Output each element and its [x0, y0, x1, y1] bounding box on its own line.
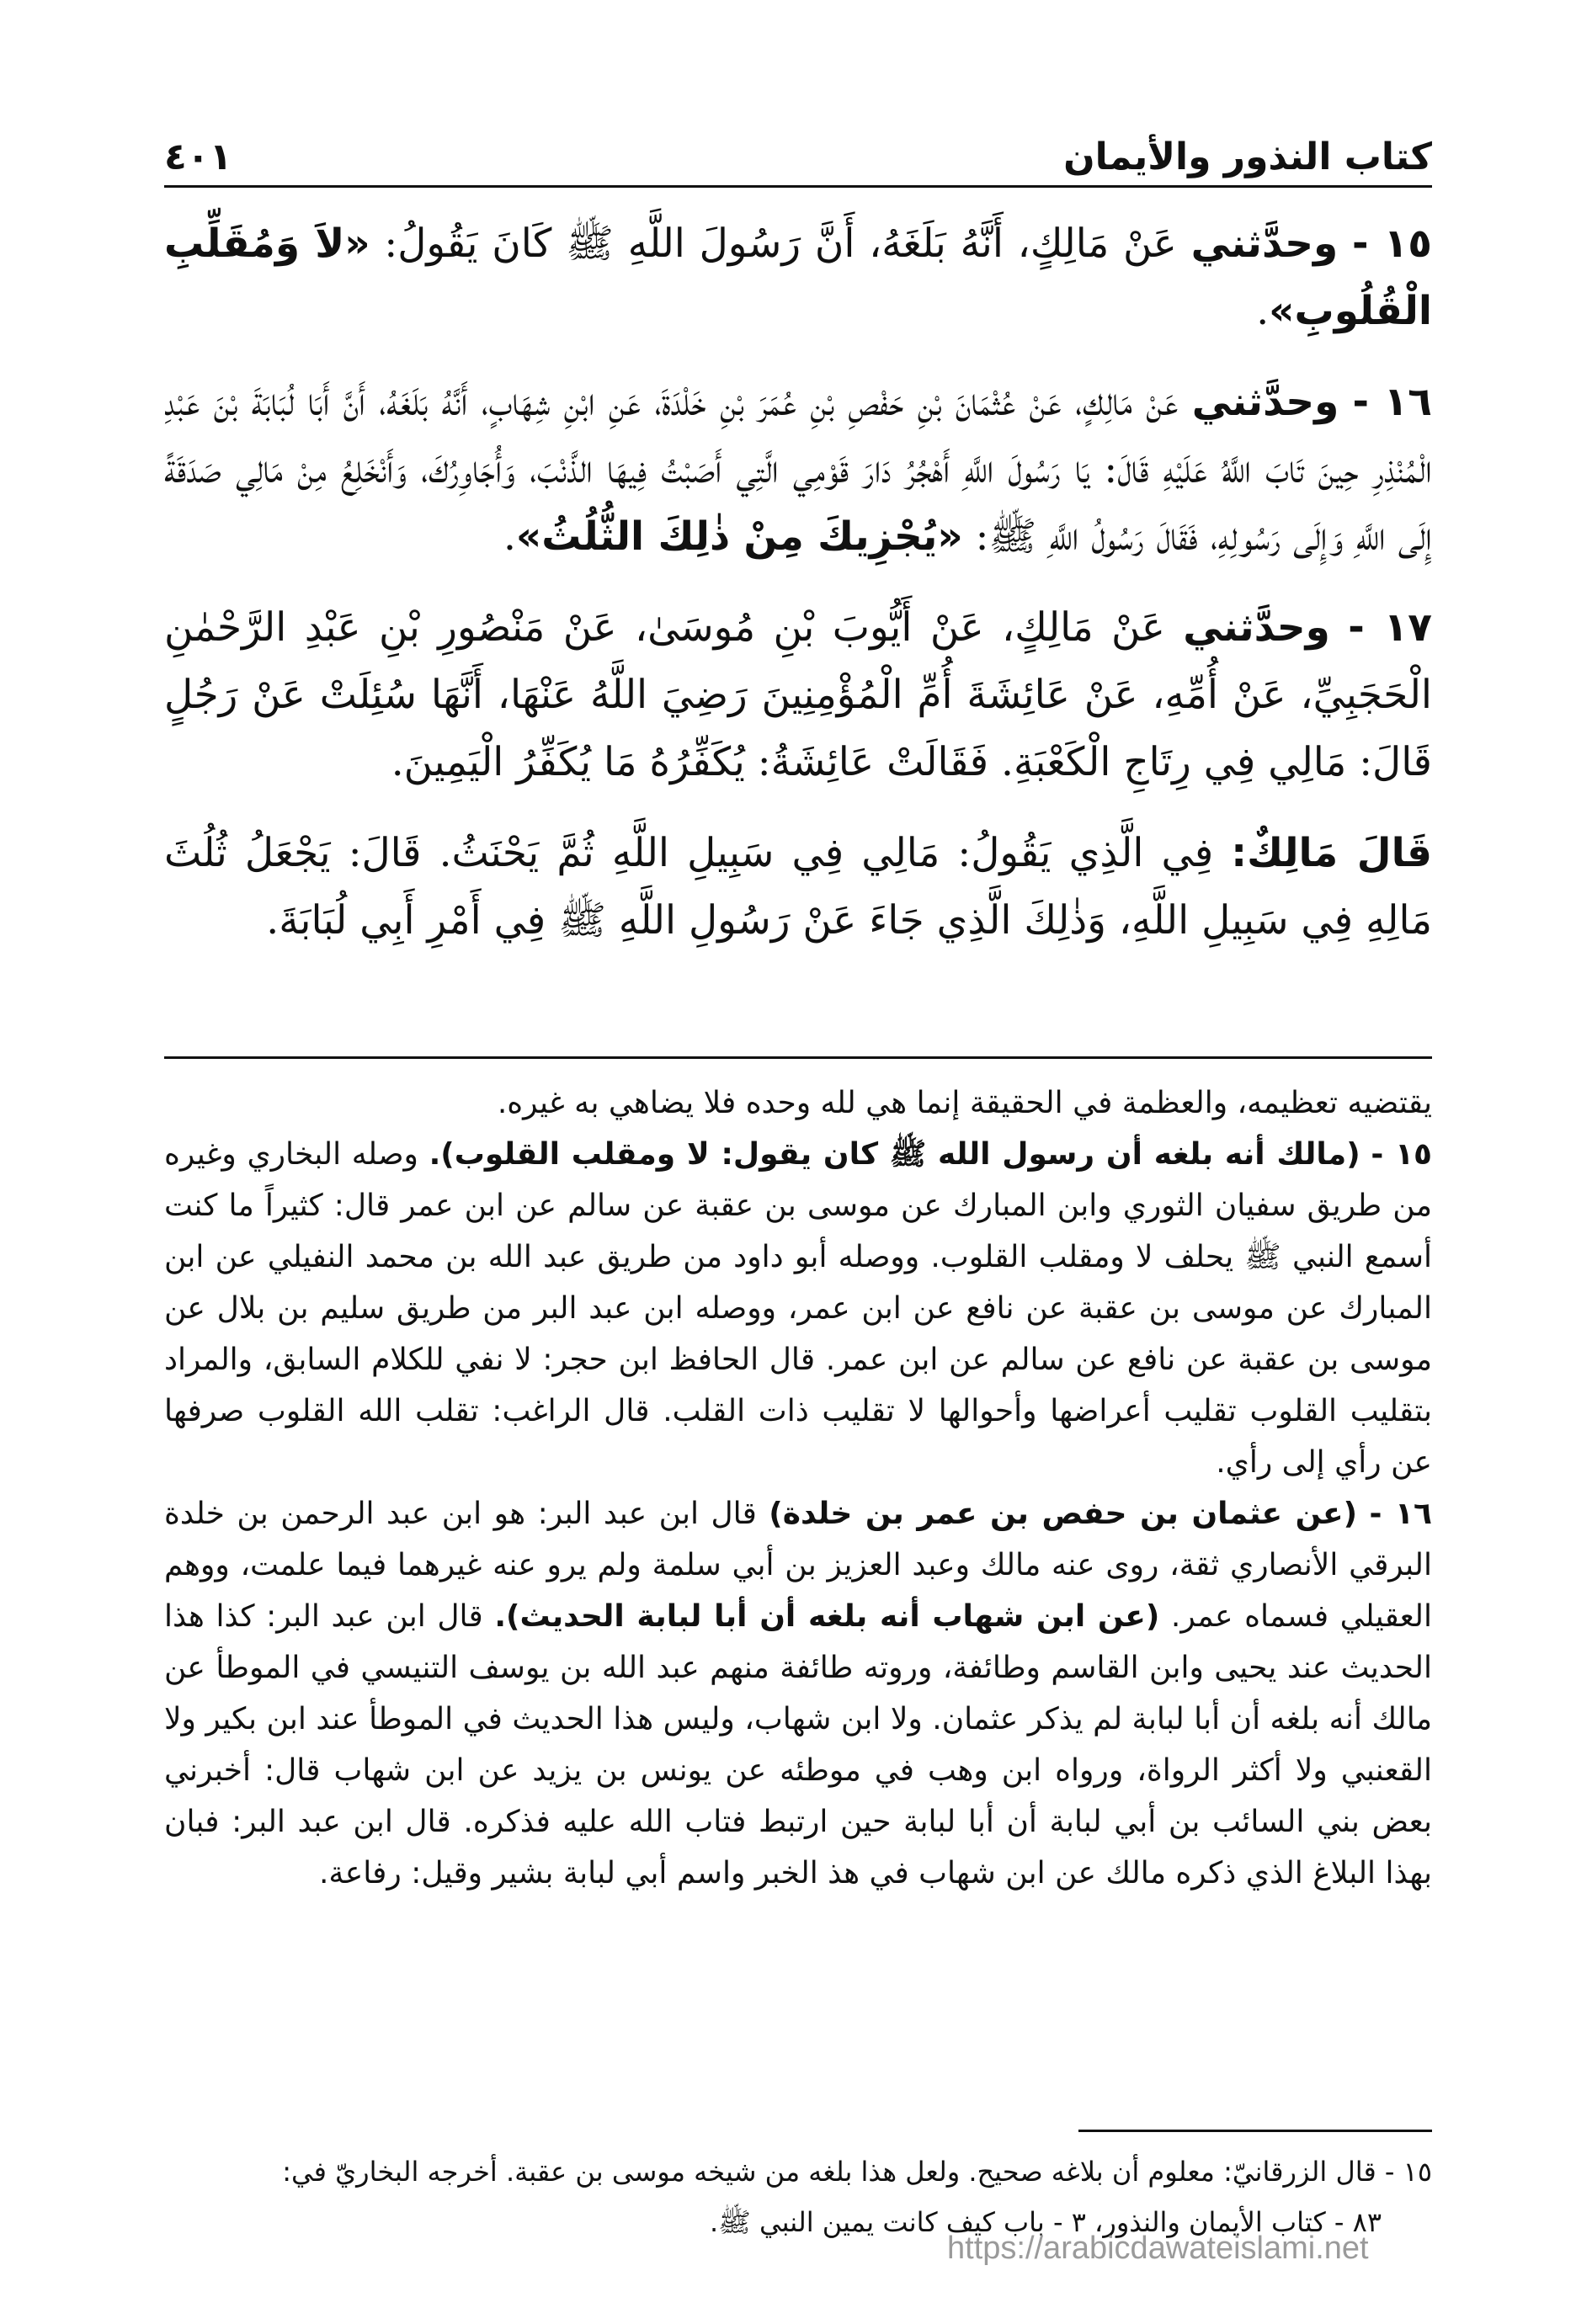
commentary-body: قال ابن عبد البر: هو ابن عبد الرحمن بن خلدة البرقي الأنصاري ثقة، روى عنه مالك وعبد العزيز بن أبي سلمة ولم يرو عنه غيرهما فيما علمت، ووهم العقيلي فسماه عمر.: [164, 1497, 1433, 1634]
hadith-end: .: [1256, 288, 1270, 334]
hadith-17: [164, 594, 1432, 796]
book-title: كتاب النذور والأيمان: [1063, 136, 1432, 178]
hadith-quote: «لاَ وَمُقَلِّبِ الْقُلُوبِ»: [164, 221, 1432, 334]
page-header: [164, 126, 1432, 188]
hadith-number: ١٥ -: [1351, 221, 1432, 267]
hadith-number: ١٧ -: [1348, 604, 1432, 651]
hadith-text: [164, 210, 1432, 978]
hadith-lead: وحدَّثني: [1183, 604, 1330, 651]
commentary-number: ١٦ -: [1369, 1497, 1432, 1531]
malik-statement: [164, 820, 1432, 955]
commentary-body: قال ابن عبد البر: كذا هذا الحديث عند يحيى وابن القاسم وطائفة، وروته طائفة منهم عبد الله بن يوسف التنيسي في الموطأ عن مالك أنه بلغه أن أبا لبابة لم يذكر عثمان. ولا ابن شهاب، وليس هذا الحديث في الموطأ عند ابن بكير ولا القعنبي ولا أكثر الرواة، ورواه ابن وهب في موطئه عن يونس بن يزيد عن ابن شهاب قال: أخبرني بعض بني السائب بن أبي لبابة أن أبا لبابة حين ارتبط فتاب الله عليه فذكره. قال ابن عبد البر: فبان بهذا البلاغ الذي ذكره مالك عن ابن شهاب في هذ الخبر واسم أبي لبابة بشير وقيل: رفاعة.: [164, 1599, 1432, 1891]
footnote-line: ٨٣ - كتاب الأيمان والنذور، ٣ - باب كيف كانت يمين النبي ﷺ.: [709, 2206, 1382, 2238]
commentary-heading: (عن عثمان بن حفص بن عمر بن خلدة): [769, 1497, 1358, 1531]
commentary-15: [164, 1129, 1432, 1488]
hadith-16: [164, 369, 1432, 571]
malik-lead: قَالَ مَالِكٌ:: [1231, 830, 1432, 876]
hadith-body: عَنْ مَالِكٍ، عَنْ عُثْمَانَ بْنِ حَفْصِ بْنِ عُمَرَ بْنِ خَلْدَةَ، عَنِ ابْنِ شِهَابٍ، أَنَّهُ بَلَغَهُ، أَنَّ أَبَا لُبَابَةَ بْنَ عَبْدِ الْمُنْذِرِ حِينَ تَابَ اللَّهُ عَلَيْهِ قَالَ: يَا رَسُولَ اللَّهِ أَهْجُرُ دَارَ قَوْمِي الَّتِي أَصَبْتُ فِيهَا الذَّنْبَ، وَأُجَاوِرُكَ، وَأَنْخَلِعُ مِنْ مَالِي صَدَقَةً إِلَى اللَّهِ وَإِلَى رَسُولِهِ، فَقَالَ رَسُولُ اللَّهِ ﷺ:: [164, 379, 1432, 560]
commentary-intro: يقتضيه تعظيمه، والعظمة في الحقيقة إنما هي لله وحده فلا يضاهي به غيره.: [497, 1086, 1432, 1120]
hadith-lead: وحدَّثني: [1190, 221, 1339, 267]
hadith-body: عَنْ مَالِكٍ، أَنَّهُ بَلَغَهُ، أَنَّ رَسُولَ اللَّهِ ﷺ كَانَ يَقُولُ:: [370, 221, 1191, 267]
page-number: ٤٠١: [164, 136, 232, 178]
hadith-lead: وحدَّثني: [1191, 379, 1339, 425]
commentary-body: وصله البخاري وغيره من طريق سفيان الثوري وابن المبارك عن موسى بن عقبة عن سالم عن ابن عمر قال: كثيراً ما كنت أسمع النبي ﷺ يحلف لا ومقلب القلوب. ووصله أبو داود من طريق عبد الله بن محمد النفيلي عن ابن المبارك عن موسى بن عقبة عن نافع عن ابن عمر، ووصله ابن عبد البر من طريق سليم بن بلال عن موسى بن عقبة عن نافع عن سالم عن ابن عمر. قال الحافظ ابن حجر: لا نفي للكلام السابق، والمراد بتقليب القلوب تقليب أعراضها وأحوالها لا تقليب ذات القلب. قال الراغب: تقلب الله القلوب صرفها عن رأي إلى رأي.: [164, 1137, 1432, 1480]
commentary-subheading: (عن ابن شهاب أنه بلغه أن أبا لبابة الحديث).: [494, 1599, 1160, 1634]
hadith-end: .: [503, 513, 516, 560]
footnote-divider: [1078, 2130, 1432, 2132]
footnote-line: ١٥ - قال الزرقانيّ: معلوم أن بلاغه صحيح. ولعل هذا بلغه من شيخه موسى بن عقبة. أخرجه البخاريّ في:: [282, 2156, 1432, 2188]
commentary-16: [164, 1488, 1432, 1899]
main-divider: [164, 1056, 1432, 1059]
watermark-url: https://arabicdawateislami.net: [947, 2231, 1369, 2266]
commentary-heading: (مالك أنه بلغه أن رسول الله ﷺ كان يقول: لا ومقلب القلوب).: [429, 1137, 1360, 1172]
commentary-number: ١٥ -: [1371, 1137, 1433, 1172]
malik-body: فِي الَّذِي يَقُولُ: مَالِي فِي سَبِيلِ اللَّهِ ثُمَّ يَحْنَثُ. قَالَ: يَجْعَلُ ثُلُثَ مَالِهِ فِي سَبِيلِ اللَّهِ، وَذٰلِكَ الَّذِي جَاءَ عَنْ رَسُولِ اللَّهِ ﷺ فِي أَمْرِ أَبِي لُبَابَةَ.: [164, 830, 1432, 944]
commentary: [164, 1077, 1432, 1899]
hadith-body: عَنْ مَالِكٍ، عَنْ أَيُّوبَ بْنِ مُوسَىٰ، عَنْ مَنْصُورِ بْنِ عَبْدِ الرَّحْمٰنِ الْحَجَبِيِّ، عَنْ أُمِّهِ، عَنْ عَائِشَةَ أُمِّ الْمُؤْمِنِينَ رَضِيَ اللَّهُ عَنْهَا، أَنَّهَا سُئِلَتْ عَنْ رَجُلٍ قَالَ: مَالِي فِي رِتَاجِ الْكَعْبَةِ. فَقَالَتْ عَائِشَةُ: يُكَفِّرُهُ مَا يُكَفِّرُ الْيَمِينَ.: [164, 604, 1432, 785]
hadith-15: [164, 210, 1432, 345]
hadith-quote: «يُجْزِيكَ مِنْ ذٰلِكَ الثُّلُثُ»: [515, 513, 963, 560]
hadith-number: ١٦ -: [1352, 379, 1432, 425]
